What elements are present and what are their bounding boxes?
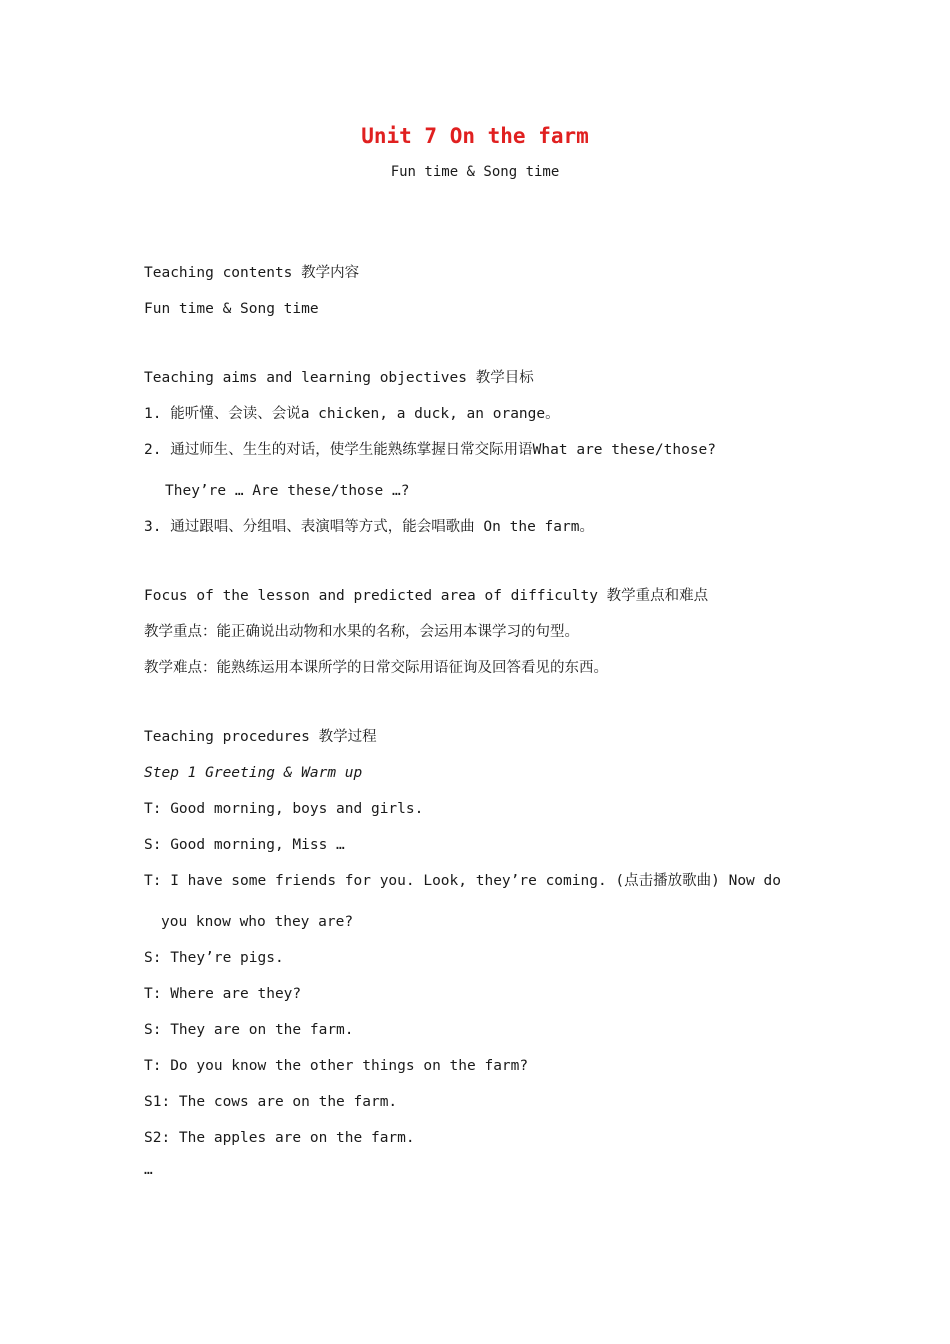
dialogue-line: T: Do you know the other things on the farm? [144,1058,529,1074]
aim-item-1: 1. 能听懂、会读、会说a chicken, a duck, an orange。 [144,406,560,422]
dialogue-line: T: Good morning, boys and girls. [144,801,424,817]
dialogue-line: S: Good morning, Miss … [144,837,345,853]
dialogue-line: T: I have some friends for you. Look, they’re coming. (点击播放歌曲) Now do [144,873,781,889]
focus-heading: Focus of the lesson and predicted area of difficulty 教学重点和难点 [144,588,709,604]
dialogue-line: S1: The cows are on the farm. [144,1094,398,1110]
focus-difficulty: 教学难点：能熟练运用本课所学的日常交际用语征询及回答看见的东西。 [144,660,608,676]
aim-item-3: 3. 通过跟唱、分组唱、表演唱等方式，能会唱歌曲 On the farm。 [144,519,594,535]
contents-heading: Teaching contents 教学内容 [144,265,360,281]
aim-item-2-continued: They’re … Are these/those …? [165,483,410,499]
dialogue-line-continued: you know who they are? [161,914,354,930]
dialogue-line: T: Where are they? [144,986,302,1002]
focus-key-point: 教学重点：能正确说出动物和水果的名称，会运用本课学习的句型。 [144,624,579,640]
dialogue-line: S2: The apples are on the farm. [144,1130,415,1146]
page-title: Unit 7 On the farm [361,124,589,148]
procedures-heading: Teaching procedures 教学过程 [144,729,377,745]
dialogue-line: S: They’re pigs. [144,950,284,966]
dialogue-line: S: They are on the farm. [144,1022,354,1038]
step-1-heading: Step 1 Greeting & Warm up [144,765,363,781]
aim-item-2: 2. 通过师生、生生的对话，使学生能熟练掌握日常交际用语What are these/those? [144,442,717,458]
contents-text: Fun time & Song time [144,301,319,317]
aims-heading: Teaching aims and learning objectives 教学目标 [144,370,534,386]
page-subtitle: Fun time & Song time [390,164,560,180]
ellipsis: … [144,1162,153,1178]
